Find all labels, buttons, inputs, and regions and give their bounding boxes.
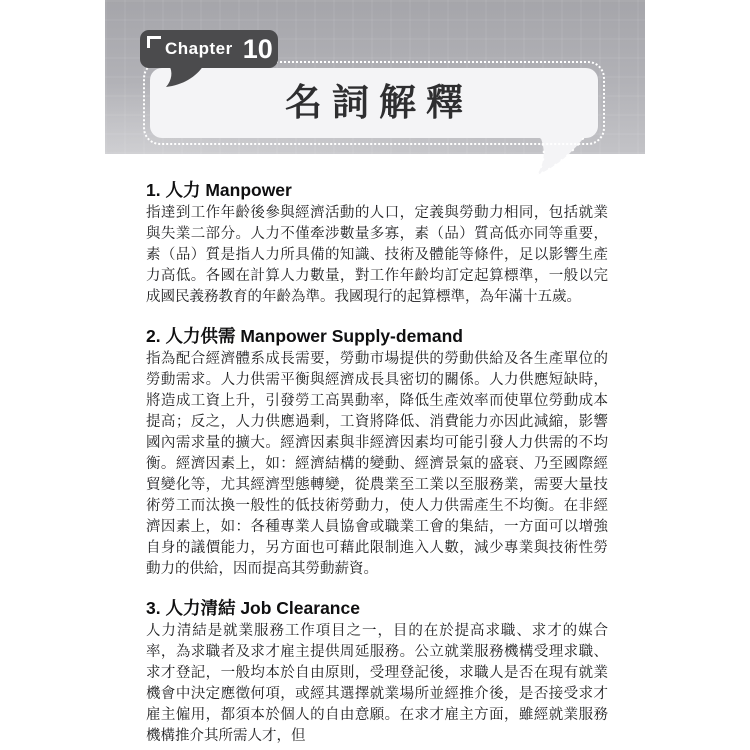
section-body-manpower: 指達到工作年齡後參與經濟活動的人口，定義與勞動力相同，包括就業與失業二部分。人力不僅牽涉數量多寡，素（品）質高低亦同等重要，素（品）質是指人力所具備的知識、技術及體能等條件，足以影響生產力高低。各國在計算人力數量，對工作年齡均訂定起算標準，一般以完成國民義務教育的年齡為準。我國現行的起算標準，為年滿十五歲。 (146, 205, 608, 305)
section-body-manpower-supply-demand: 指為配合經濟體系成長需要，勞動市場提供的勞動供給及各生產單位的勞動需求。人力供需平衡與經濟成長具密切的關係。人力供應短缺時，將造成工資上升，引發勞工高異動率，降低生產效率而使單位勞動成本提高；反之，人力供應過剩，工資將降低、消費能力亦因此減縮，影響國內需求量的擴大。經濟因素與非經濟因素均可能引發人力供需的不均衡。經濟因素上，如：經濟結構的變動、經濟景氣的盛衰、乃至國際經貿變化等，尤其經濟型態轉變，從農業至工業以至服務業，需要大量技術勞工而汰換一般性的低技術勞動力，使人力供需產生不均衡。在非經濟因素上，如：各種專業人員協會或職業工會的集結，一方面可以增強自身的議價能力，另方面也可藉此限制進入人數，減少專業與技術性勞動力的供給，因而提高其勞動薪資。 (146, 351, 608, 577)
section-heading-manpower: 1. 人力 Manpower (146, 180, 292, 200)
chapter-banner (105, 0, 645, 154)
section-heading-job-clearance: 3. 人力清結 Job Clearance (146, 598, 360, 618)
content-area (146, 180, 608, 747)
section-job-clearance (146, 598, 608, 747)
page-title: 名詞解釋 (285, 82, 473, 123)
chapter-badge (140, 30, 278, 68)
section-heading-manpower-supply-demand: 2. 人力供需 Manpower Supply-demand (146, 326, 463, 346)
section-body-job-clearance: 人力清結是就業服務工作項目之一，目的在於提高求職、求才的媒合率，為求職者及求才雇主提供周延服務。公立就業服務機構受理求職、求才登記，一般均本於自由原則，受理登記後，求職人是否在現有就業機會中決定應徵何項，或經其選擇就業場所並經推介後，是否接受求才雇主僱用，都須本於個人的自由意願。在求才雇主方面，雖經就業服務機構推介其所需人才，但 (146, 623, 608, 744)
corner-bracket-icon (147, 36, 161, 48)
title-bubble (150, 68, 598, 138)
chapter-label: Chapter (165, 39, 233, 58)
chapter-badge-tail (166, 65, 208, 89)
chapter-number: 10 (242, 33, 273, 64)
section-manpower-supply-demand (146, 326, 608, 580)
section-manpower (146, 180, 608, 308)
